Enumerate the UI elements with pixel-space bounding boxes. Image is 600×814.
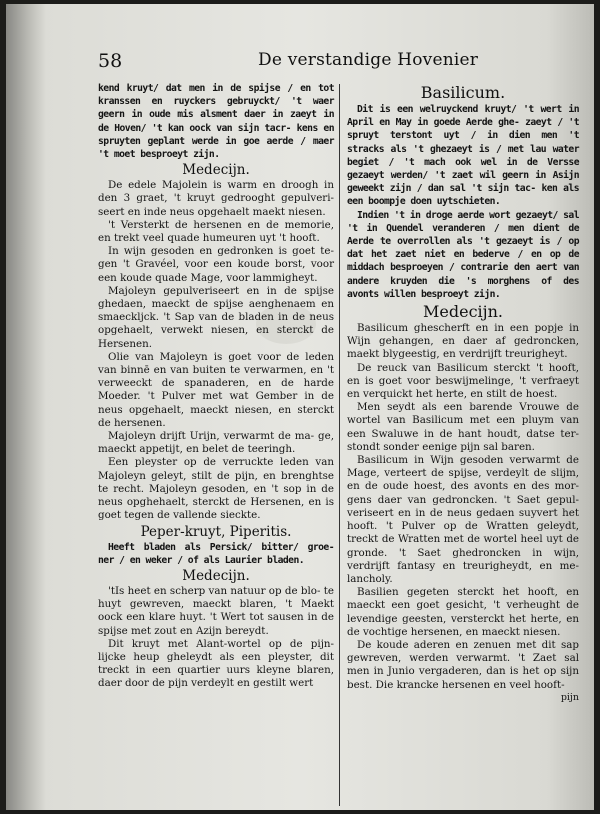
paragraph: 't Versterkt de hersenen en de memorie, en trekt veel quade humeuren uyt 't hooft. bbox=[98, 218, 334, 245]
blackletter-paragraph: Dit is een welruyckend kruyt/ 't wert in April en May in goede Aerde ghe- zaeyt / 't spruyt terstont uyt / in dien men 't stracks als 't ghezaeyt is / met lau water begiet / 't mach ook wel in de Versse gezaeyt werden/ 't zaet wil geern in Asijn geweekt zijn / dan sal 't sijn tac- ken als een boompje doen uytschieten. bbox=[347, 104, 579, 208]
page-gutter bbox=[6, 4, 46, 810]
blackletter-paragraph: Indien 't in droge aerde wort gezaeyt/ sal 't in Quendel veranderen / men dient de Aerde te overrollen als 't gezaeyt is / op dat het zaet niet en bederve / en op de middach besproeyen / contrarie den aert van andere kruyden die 's morghens of des avonts willen besproeyt zijn. bbox=[347, 209, 579, 300]
running-title: De verstandige Hovenier bbox=[258, 50, 479, 70]
book-page bbox=[6, 4, 594, 810]
blackletter-paragraph: kend kruyt/ dat men in de spijse / en tot kranssen en ruyckers gebruyckt/ 't waer geern in oude mis alsment daer in zaeyt in de Hoven/ 't kan oock van sijn tacr- kens en spruyten geplant werde in goe aerde / maer 't moet besproeyt zijn. bbox=[98, 83, 334, 161]
left-column bbox=[98, 82, 334, 691]
paragraph: Majoleyn drijft Urijn, verwarmt de ma- ge, maeckt appetijt, en belet de teeringh. bbox=[98, 430, 334, 456]
paragraph: De reuck van Basilicum sterckt 't hooft, en is goet voor beswijmelinge, 't verfraeyt en verquickt het herte, en stilt de hoest. bbox=[347, 361, 579, 401]
paragraph: Basilicum in Wijn gesoden verwarmt de Mage, verteert de spijse, verdeylt de slijm, en de oude hoest, des avonts en des mor- gens daer van gedroncken. 't Saet gepul- veriseert en in de neus gedaen suyvert het hooft. 't Pulver op de Wratten geleydt, treckt de Wratten met de wortel heel uyt de gronde. 't Saet ghedroncken in wijn, verdrijft fantasy en treurigheydt, en me- lancholy. bbox=[347, 454, 579, 585]
right-column bbox=[347, 82, 579, 704]
paragraph: 'tIs heet en scherp van natuur op de blo- te huyt gewreven, maeckt blaren, 't Maekt oock een klare huyt. 't Wert tot sausen in de spijse met zout en Azijn bereydt. bbox=[98, 584, 334, 637]
section-heading: Medecijn. bbox=[182, 567, 250, 584]
section-heading: Medecijn. bbox=[423, 302, 503, 322]
paragraph: Majoleyn gepulveriseert en in de spijse ghedaen, maeckt de spijse aenghenaem en smaeckljck. 't Sap van de bladen in de neus opgehaelt, verwekt niesen, en sterckt de Hersenen. bbox=[98, 284, 334, 350]
paragraph: De edele Majolein is warm en droogh in den 3 graet, 't kruyt gedrooght gepulveri- seert en inde neus opgehaelt maekt niesen. bbox=[98, 179, 334, 218]
paragraph: Basilicum ghescherft en in een popje in Wijn gehangen, en daer af gedroncken, maekt blygeestig, en verdrijft treurigheyt. bbox=[347, 322, 579, 361]
page-header bbox=[98, 46, 550, 78]
paragraph: In wijn gesoden en gedronken is goet te- gen 't Gravéel, voor een koude borst, voor een koude quade Mage, voor lammigheyt. bbox=[98, 245, 334, 284]
paragraph: Olie van Majoleyn is goet voor de leden van binnē en van buiten te verwarmen, en 't verweeckt de spanaderen, en de harde Moeder. 't Pulver met wat Gember in de neus opgehaelt, maeckt niesen, en sterckt de hersenen. bbox=[98, 350, 334, 429]
paragraph: Dit kruyt met Alant-wortel op de pijn- lijcke heup gheleydt als een pleyster, dit treckt in een quartier uurs kleyne blaren, daer door de pijn verdeylt en gestilt wert bbox=[98, 637, 334, 690]
blackletter-paragraph: Heeft bladen als Persick/ bitter/ groe- ner / en weker / of als Laurier bladen. bbox=[98, 541, 334, 566]
paragraph: Men seydt als een barende Vrouwe de wortel van Basilicum met een pluym van een Swaluwe in de hant houdt, datse ter- stondt sonder eenige pijn sal baren. bbox=[347, 401, 579, 453]
section-heading: Peper-kruyt, Piperitis. bbox=[140, 523, 292, 540]
column-divider bbox=[339, 84, 340, 806]
page-number: 58 bbox=[98, 50, 123, 72]
paragraph: Basilien gegeten sterckt het hooft, en maeckt een goet gesicht, 't verheught de levendige geesten, versterckt het herte, en de vochtige hersenen, en maeckt niesen. bbox=[347, 586, 579, 638]
paragraph: De koude aderen en zenuen met dit sap gewreven, werden verwarmt. 't Zaet sal men in Junio vergaderen, dan is het op sijn best. Die krancke hersenen en veel hooft- bbox=[347, 638, 579, 691]
paragraph: Een pleyster op de verruckte leden van Majoleyn geleyt, stilt de pijn, en brenghtse te recht. Majoleyn gesoden, en 't sop in de neus opghehaelt, sterckt de Hersenen, en is goet tegen de vallende sieckte. bbox=[98, 456, 334, 522]
section-heading: Basilicum. bbox=[420, 83, 506, 102]
catchword: pijn bbox=[560, 691, 579, 703]
section-heading: Medecijn. bbox=[182, 162, 250, 179]
